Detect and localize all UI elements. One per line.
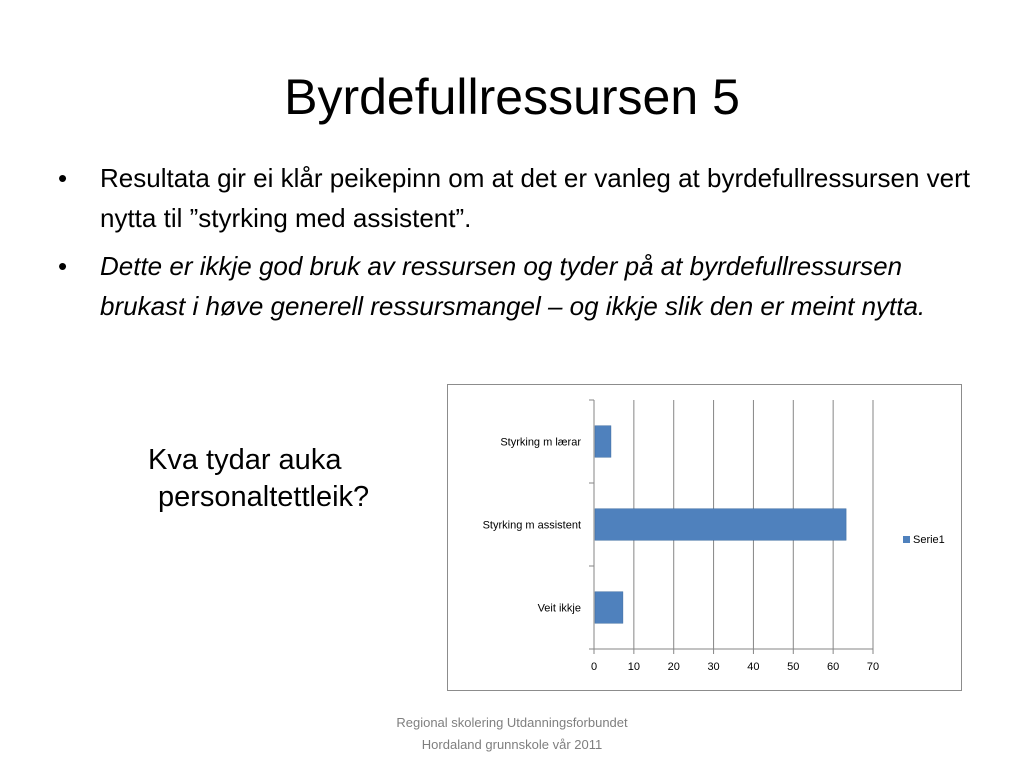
y-tick-label: Veit ikkje	[537, 602, 581, 615]
footer-line-2: Hordaland grunnskole vår 2011	[421, 737, 603, 752]
x-tick-label: 30	[707, 661, 720, 673]
bar	[595, 509, 846, 541]
question-line-1: Kva tydar auka	[148, 444, 342, 476]
slide-title: Byrdefullressursen 5	[284, 69, 740, 125]
bar	[595, 592, 623, 624]
bar	[595, 426, 611, 458]
bullet-dot: •	[58, 251, 68, 281]
x-tick-label: 40	[747, 661, 760, 673]
bullet-text: Dette er ikkje god bruk av ressursen og tyder på at byrdefullressursen brukast i høve generell ressursmangel – og ikkje slik den er meint nytta.	[100, 251, 926, 321]
bullet-list	[56, 158, 986, 334]
question-text	[148, 442, 428, 516]
x-tick-label: 10	[627, 661, 640, 673]
bullet-dot: •	[58, 163, 68, 193]
y-tick-label: Styrking m lærar	[500, 436, 581, 449]
chart-svg	[448, 385, 961, 690]
bullet-item	[56, 158, 986, 238]
x-tick-label: 20	[667, 661, 680, 673]
x-tick-label: 0	[590, 661, 598, 673]
x-tick-label: 50	[787, 661, 800, 673]
bullet-text: Resultata gir ei klår peikepinn om at det er vanleg at byrdefullressursen vert nytta til ”styrking med assistent”.	[100, 163, 970, 233]
bar-chart	[447, 384, 962, 691]
footer-line-1: Regional skolering Utdanningsforbundet	[396, 715, 628, 730]
x-tick-label: 70	[866, 661, 880, 673]
question-line-2: personaltettleik?	[158, 481, 370, 513]
footer	[312, 712, 712, 756]
bullet-item	[56, 246, 986, 326]
x-tick-label: 60	[827, 661, 840, 673]
legend-swatch	[903, 536, 910, 543]
y-tick-label: Styrking m assistent	[482, 519, 581, 532]
legend-label: Serie1	[913, 534, 945, 546]
